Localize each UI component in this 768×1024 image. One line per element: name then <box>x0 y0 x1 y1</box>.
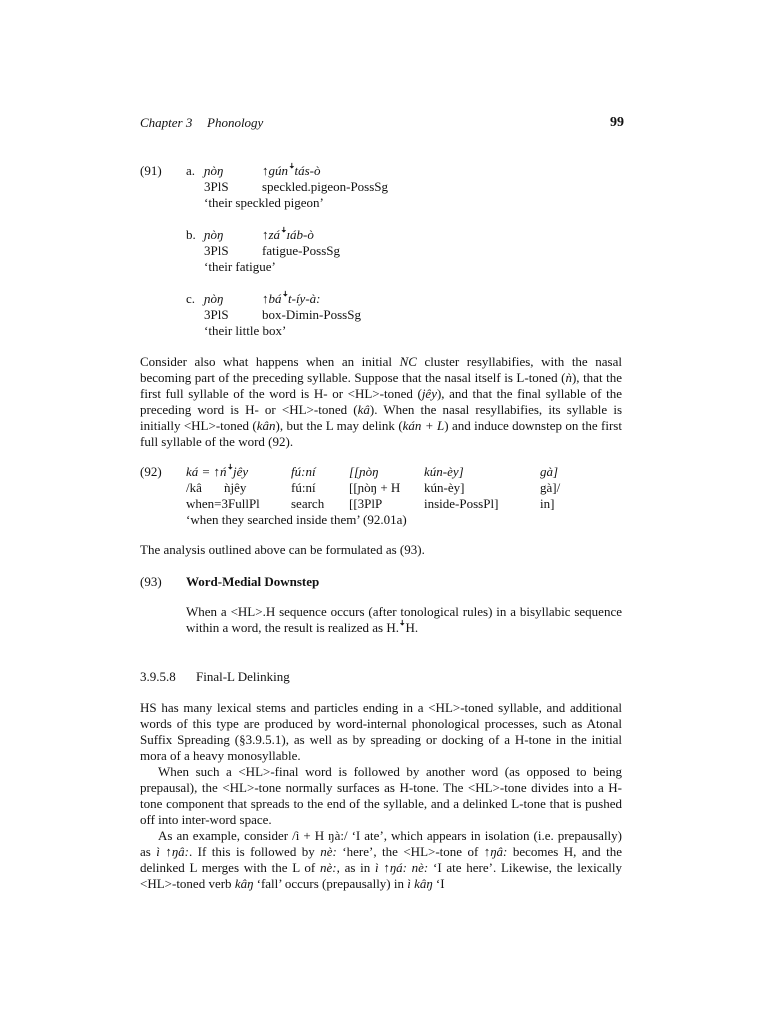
example-92-line2-word: gà]/ <box>540 480 561 495</box>
example-92-line2-word: /kâ <box>186 480 202 495</box>
example-92-line1-word: kún-èy] <box>424 464 464 479</box>
example-92-gloss: [[3PlP <box>349 496 383 511</box>
example-92-translation: ‘when they searched inside them’ (92.01a) <box>186 512 407 527</box>
example-92-gloss: inside-PossPl] <box>424 496 499 511</box>
example-91c-gloss2: box-Dimin-PossSg <box>262 307 361 322</box>
example-91c-translation: ‘their little box’ <box>204 323 287 338</box>
example-92-line1-word: ká = ↑ńꜜjêy <box>186 464 249 479</box>
example-92-line1-word: gà] <box>540 464 559 479</box>
example-91b-word1: ɲòŋ <box>204 227 224 242</box>
example-91b-translation: ‘their fatigue’ <box>204 259 276 274</box>
rule-93-title: Word-Medial Downstep <box>186 574 320 589</box>
example-92-line1-word: [[ɲòŋ <box>349 464 379 479</box>
paragraph-hl-final: When such a <HL>-final word is followed by another word (as opposed to being prepausal), the <HL>-tone normally surfaces as H-tone. The <HL>-tone divides into a H-tone component that spreads to the end of the syllable, and a delinked L-tone that is pushed off into inter-word space. <box>140 764 622 827</box>
example-91b-letter: b. <box>186 227 196 242</box>
example-92-gloss: in] <box>540 496 555 511</box>
example-91c-gloss1: 3PlS <box>204 307 229 322</box>
section-title: Final-L Delinking <box>196 669 290 684</box>
example-91-number: (91) <box>140 163 162 178</box>
example-92-gloss: when=3FullPl <box>186 496 260 511</box>
example-92-line1-word: fú:ní <box>291 464 316 479</box>
example-91c-word1: ɲòŋ <box>204 291 224 306</box>
paragraph-hl-stems: HS has many lexical stems and particles ending in a <HL>-toned syllable, and additional words of this type are produced by word-internal phonological processes, such as Atonal Suffix Spreading (§3.9.5.1), as well as by spreading or docking of a H-tone in the initial mora of a heavy monosyllable. <box>140 700 622 763</box>
rule-93-text: When a <HL>.H sequence occurs (after tonological rules) in a bisyllabic sequence within a word, the result is realized as H.ꜜH. <box>186 604 622 635</box>
example-91a-gloss2: speckled.pigeon-PossSg <box>262 179 389 194</box>
running-head-section: Phonology <box>207 115 264 130</box>
example-92-number: (92) <box>140 464 162 479</box>
example-93-number: (93) <box>140 574 162 589</box>
example-91a-gloss1: 3PlS <box>204 179 229 194</box>
example-91a-translation: ‘their speckled pigeon’ <box>204 195 324 210</box>
example-91a-word2: ↑gúnꜜtás-ò <box>262 163 321 178</box>
page-number: 99 <box>610 115 624 130</box>
example-91b-gloss1: 3PlS <box>204 243 229 258</box>
example-92-gloss: search <box>291 496 325 511</box>
example-92-line2-word: ǹjêy <box>224 480 247 495</box>
example-91a-word1: ɲòŋ <box>204 163 224 178</box>
example-91c-letter: c. <box>186 291 196 306</box>
example-91a-letter: a. <box>186 163 196 178</box>
paragraph-analysis-intro: The analysis outlined above can be formulated as (93). <box>140 542 425 557</box>
example-91b-word2: ↑záꜜɪáb-ò <box>262 227 314 242</box>
example-91b-gloss2: fatigue-PossSg <box>262 243 340 258</box>
section-number: 3.9.5.8 <box>140 669 176 684</box>
running-head-chapter: Chapter 3 <box>140 115 193 130</box>
paragraph-nc-resyllabification: Consider also what happens when an initial NC cluster resyllabifies, with the nasal becoming part of the preceding syllable. Suppose that the nasal itself is L-toned (ǹ), that the first full syllable of the word is H- or <HL>-toned (jêy), and that the final syllable of the preceding word is H- or <HL>-toned (kâ). When the nasal resyllabifies, its syllable is initially <HL>-toned (kân), but the L may delink (kán + L) and induce downstep on the first full syllable of the word (92). <box>140 354 623 449</box>
example-92-line2-word: fú:ní <box>291 480 316 495</box>
example-92-line2-word: kún-èy] <box>424 480 465 495</box>
paragraph-example-ate: As an example, consider /ì + H ŋà:/ ‘I ate’, which appears in isolation (i.e. prepausally) as ì ↑ŋâ:. If this is followed by nè: ‘here’, the <HL>-tone of ↑ŋâ: becomes H, and the delinked L merges with the L of nè:, as in ì ↑ŋá: nè: ‘I ate here’. Likewise, the lexically <HL>-toned verb kâŋ ‘fall’ occurs (prepausally) in ì kâŋ ‘I <box>140 828 622 891</box>
example-91c-word2: ↑báꜜt-íy-à: <box>262 291 321 306</box>
example-92-line2-word: [[ɲòŋ + H <box>349 480 401 495</box>
